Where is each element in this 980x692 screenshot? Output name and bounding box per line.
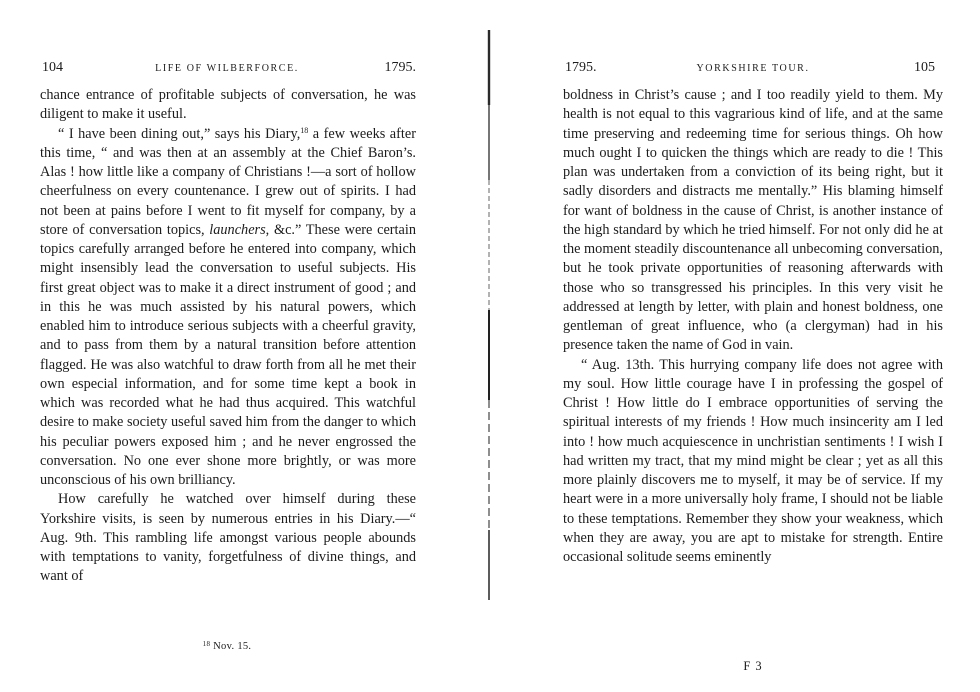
text-run: , &c.” These were certain topics carefully arranged before he entered into company, which might insensibly lead the conversation to useful subjects. His first great object was to make it a direct instrument of good ; and in this he was much assisted by his natural powers, which enabled him to introduce serious subjects with a cheerful gravity, and to pass from them by a natural transition before attention flagged. He was also watchful to draw forth from all he met their own especial information, and for some time kept a book in which was recorded what he had thus acquired. This watchful desire to make society useful saved him from the danger to which his peculiar powers exposed him ; and he never engrossed the conversation. No one ever shone more brightly, or was more unconscious of his own brilliancy. bbox=[40, 221, 416, 488]
right-page-number: 105 bbox=[914, 60, 935, 75]
right-running-title: YORKSHIRE TOUR. bbox=[696, 63, 810, 74]
right-year: 1795. bbox=[565, 60, 597, 75]
footnote-reference: 18 bbox=[300, 125, 309, 135]
text-run: How carefully he watched over himself during these Yorkshire visits, is seen by numerous entries in his Diary.—“ Aug. 9th. This rambling life amongst various people abounds with temptations to vanity, forgetfulness of divine things, and want of bbox=[40, 491, 416, 585]
left-footnote bbox=[38, 637, 416, 654]
right-running-head bbox=[563, 58, 943, 78]
paragraph bbox=[40, 125, 416, 491]
text-run: chance entrance of profitable subjects of conversation, he was diligent to make it useful. bbox=[40, 87, 416, 123]
paragraph bbox=[563, 86, 943, 356]
paragraph bbox=[563, 356, 943, 568]
paragraph bbox=[40, 86, 416, 125]
gutter-fold-line bbox=[486, 30, 492, 630]
text-run: “ Aug. 13th. This hurrying company life does not agree with my soul. How little courage have I in professing the gospel of Christ ! How little do I embrace opportunities of serving the spiritual interests of my friends ! How much insincerity am I led into ! how much acquiescence in unchristian sentiments ! I wish I had written my tract, that my mind might be clear ; yet as all this more plainly discovers me to myself, it may be of service. If my heart were in a more universally holy frame, I should not be liable to these temptations. Remember they show your weakness, which when they are away, you are apt to mistake for strength. Entire occasional solitude seems eminently bbox=[563, 356, 943, 565]
right-body-text bbox=[563, 86, 943, 567]
text-run: a few weeks after this time, “ and was then at an assembly at the Chief Baron’s. Alas ! how little like a company of Christians !—a sort of hollow cheerfulness on every countenance. I grew out of spirits. I had not been at pains before I went to fit myself for company, by a store of conversation topics, bbox=[40, 125, 416, 238]
text-run: “ I have been dining out,” says his Diary, bbox=[58, 125, 301, 142]
footnote-text: Nov. 15. bbox=[210, 641, 252, 652]
footnote-marker: 18 bbox=[202, 640, 211, 648]
left-body-text bbox=[40, 86, 416, 587]
left-page-number: 104 bbox=[42, 60, 63, 75]
signature-mark: F 3 bbox=[743, 659, 763, 673]
text-run: boldness in Christ’s cause ; and I too readily yield to them. My health is not equal to this vagrarious kind of life, and at the same time preserving and redeeming time for serious things. Oh how much ought I to quicken the things which are ready to die ! This plan was undertaken from a conviction of its being right, but it sadly disorders and distracts me mentally.” His blaming himself for want of boldness in the cause of Christ, is another instance of the high standard by which he tried himself. For not only did he at the moment steadily discountenance all unbecoming conversation, but he took private opportunities of reasoning afterwards with those who so transgressed his principles. In this very visit he addressed at length by letter, with plain and honest boldness, one gentleman of great influence, who (a clergyman) had in his presence taken the name of God in vain. bbox=[563, 87, 943, 354]
left-year: 1795. bbox=[384, 60, 416, 75]
left-running-title: LIFE OF WILBERFORCE. bbox=[155, 63, 299, 74]
paragraph bbox=[40, 490, 416, 586]
italic-term: launchers bbox=[209, 221, 266, 238]
left-running-head bbox=[38, 58, 416, 78]
gutter-fold-mark bbox=[486, 30, 492, 630]
